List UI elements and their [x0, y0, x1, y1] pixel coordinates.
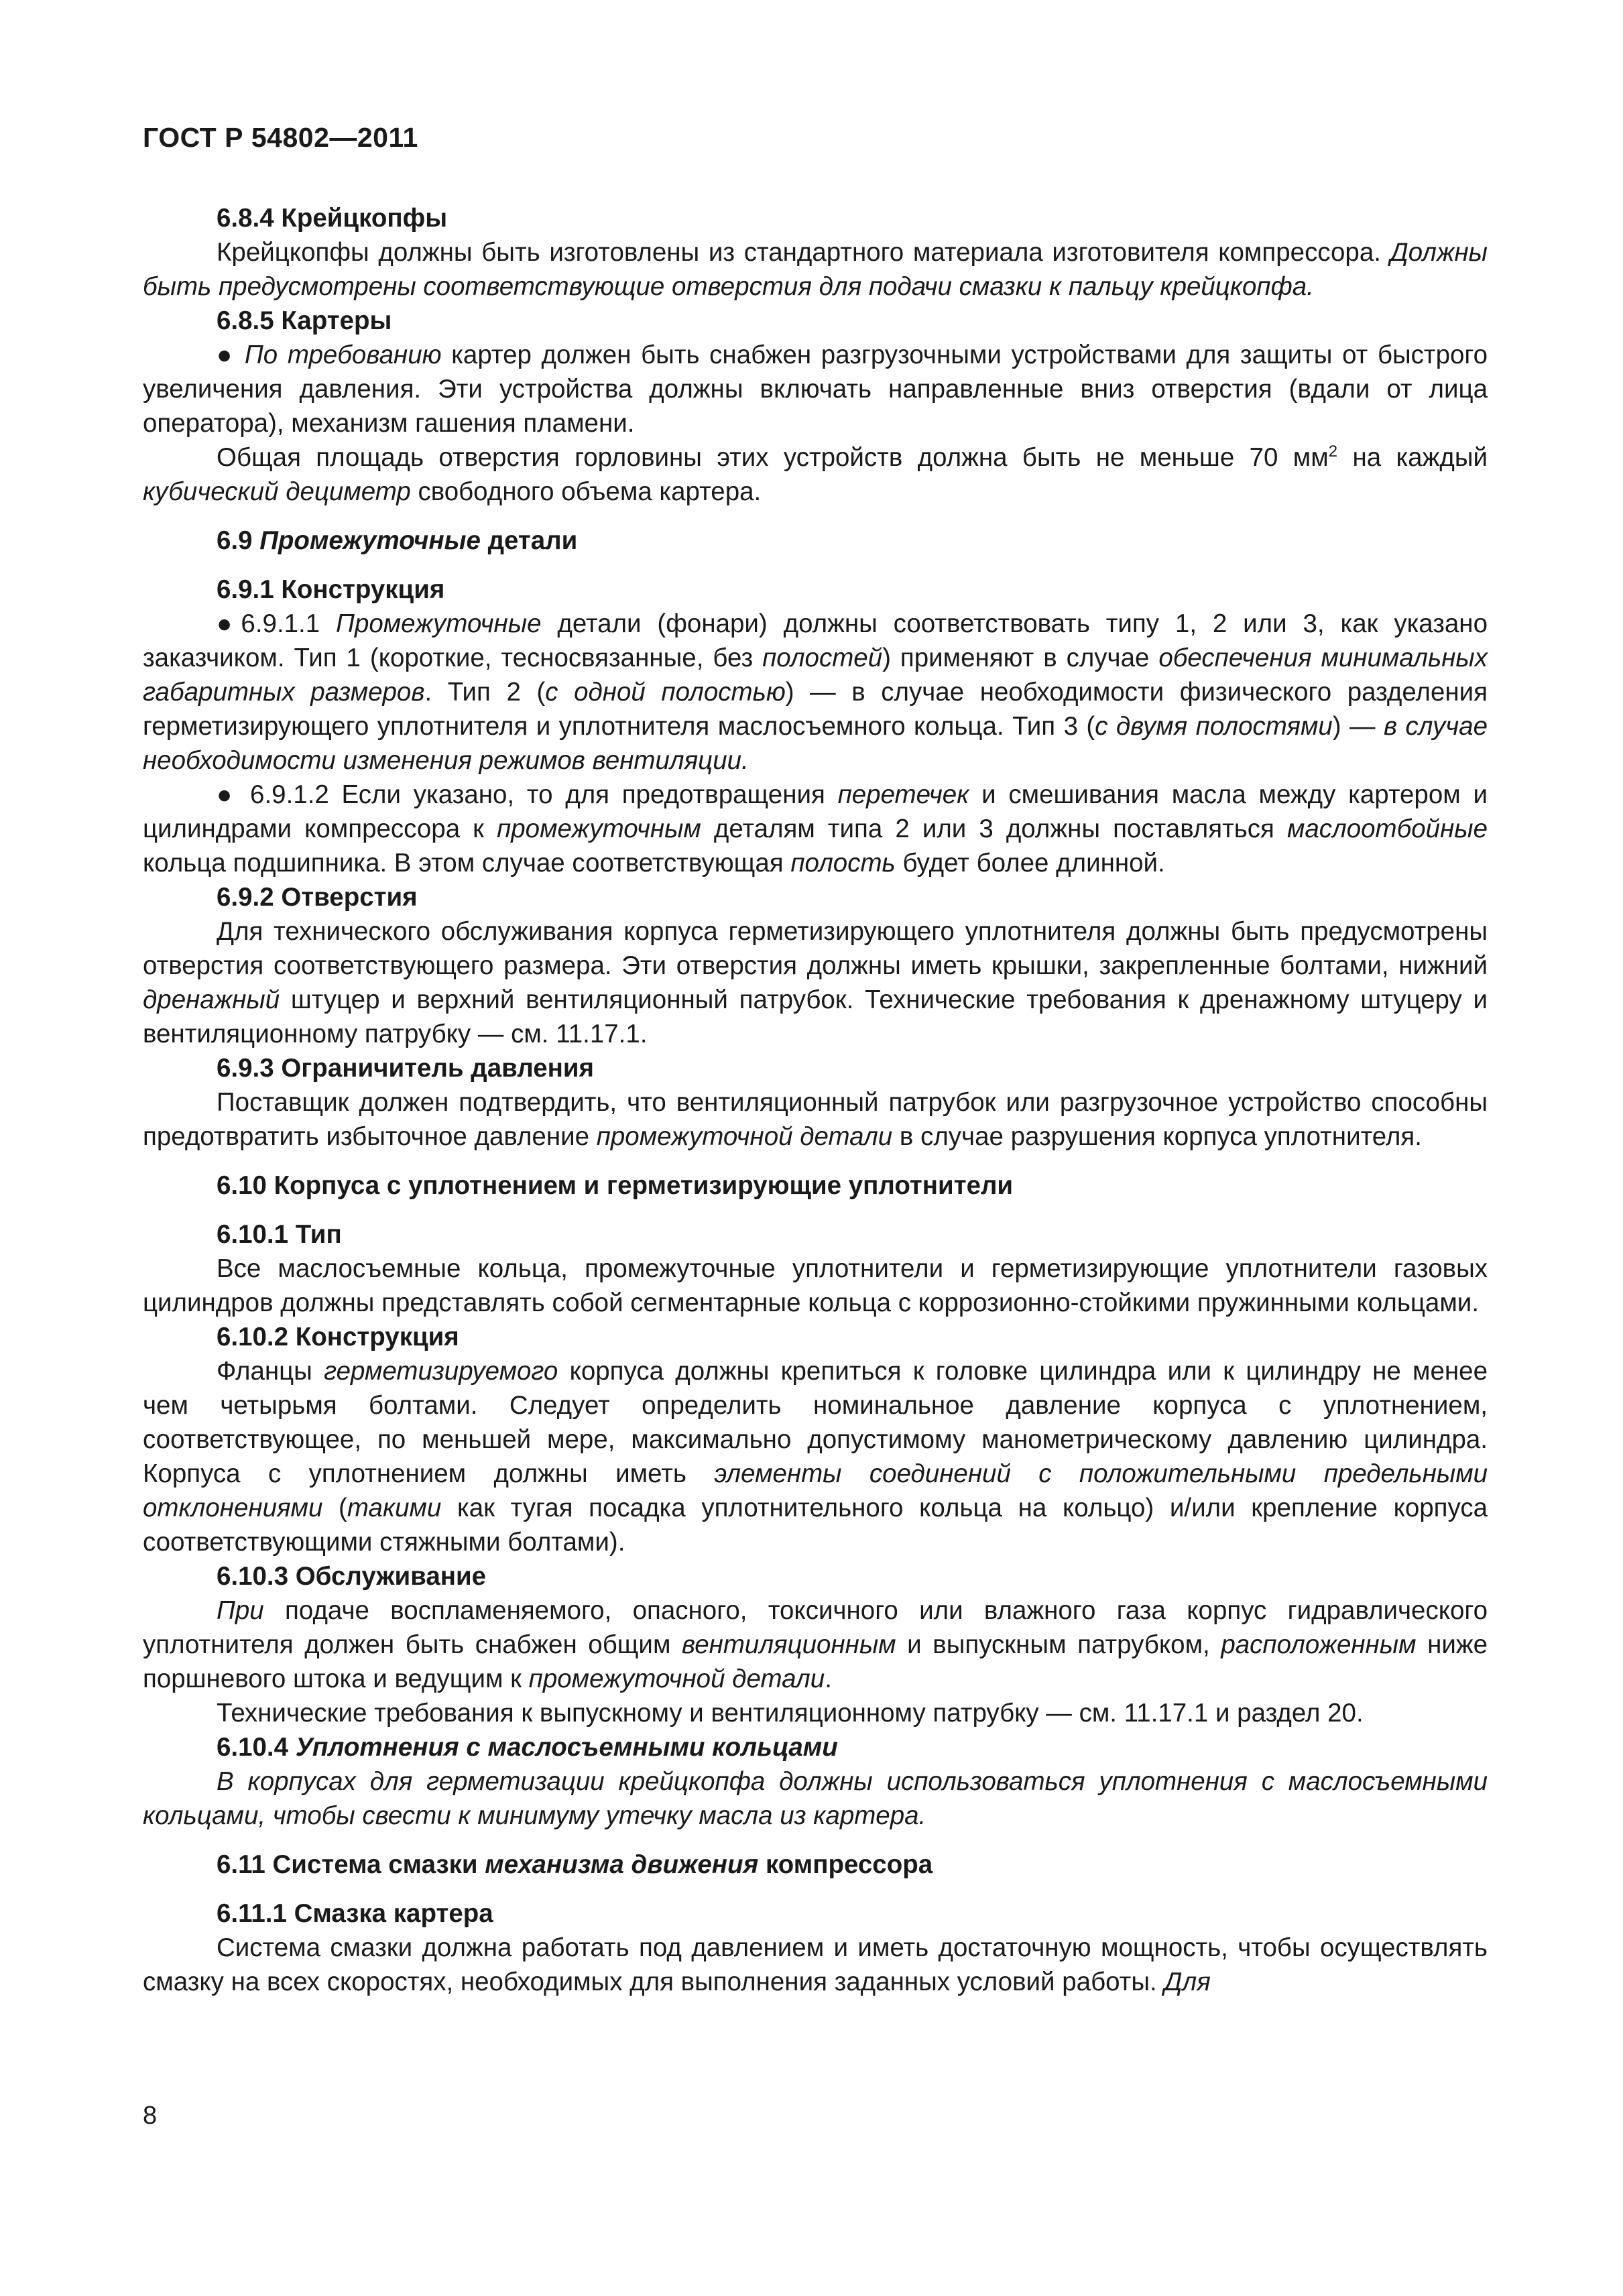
paragraph — [143, 1593, 1488, 1696]
text-run: ниже поршневого штока и ведущим к — [143, 1630, 1488, 1693]
text-run: 6.9 — [217, 526, 260, 555]
section-heading — [143, 1320, 1488, 1354]
text-run: Система смазки должна работать под давлением и иметь достаточную мощность, чтобы осуществлять смазку на всех скоростях, необходимых для выполнения заданных условий работы. — [143, 1933, 1488, 1996]
section-heading — [143, 304, 1488, 338]
paragraph — [143, 338, 1488, 440]
text-run: Крейцкопфы должны быть изготовлены из стандартного материала изготовителя компрессора. — [217, 238, 1390, 267]
italic-text: в случае необходимости изменения режимов вентиляции. — [143, 712, 1488, 775]
italic-text: Для — [1164, 1968, 1211, 1996]
section-heading — [143, 1730, 1488, 1764]
text-run: Все маслосъемные кольца, промежуточные уплотнители и герметизирующие уплотнители газовых цилиндров должны представлять собой сегментарные кольца с коррозионно-стойкими пружинными кольцами. — [143, 1254, 1488, 1317]
text-run: 6.8.5 Картеры — [217, 306, 392, 335]
section-heading — [143, 572, 1488, 607]
italic-text: По требованию — [244, 341, 442, 369]
paragraph — [143, 1085, 1488, 1154]
text-run: Общая площадь отверстия горловины этих устройств должна быть не меньше 70 мм — [217, 443, 1329, 472]
paragraph — [143, 607, 1488, 778]
text-run: 6.10.3 Обслуживание — [217, 1562, 487, 1591]
text-run: . Тип 2 ( — [424, 678, 546, 707]
paragraph — [143, 1931, 1488, 1999]
italic-text: промежуточным — [497, 814, 701, 843]
text-run: деталям типа 2 или 3 должны поставляться — [701, 814, 1287, 843]
italic-text: Промежуточные — [336, 609, 542, 638]
text-run: в случае разрушения корпуса уплотнителя. — [892, 1122, 1422, 1151]
italic-text: При — [217, 1596, 264, 1625]
text-run: и выпускным патрубком, — [896, 1630, 1221, 1659]
text-run: ●6.9.1.1 — [217, 609, 337, 638]
text-run: детали — [480, 526, 578, 555]
text-run: корпуса должны крепиться к головке цилиндра или к цилиндру не менее чем четырьмя болтами. Следует определить номинальное давление корпуса с уплотнением, соответствующее, по меньшей мере, максимально допустимому манометрическому давлению цилиндра. Корпуса с уплотнением должны иметь — [143, 1357, 1488, 1488]
section-heading — [143, 1217, 1488, 1252]
italic-text: вентиляционным — [682, 1630, 896, 1659]
section-heading — [143, 1168, 1488, 1203]
italic-text: дренажный — [143, 985, 280, 1014]
text-run: штуцер и верхний вентиляционный патрубок. Технические требования к дренажному штуцеру и вентиляционному патрубку — см. 11.17.1. — [143, 985, 1488, 1048]
italic-text: с двумя полостями — [1095, 712, 1333, 741]
text-run: как тугая посадка уплотнительного кольца на кольцо) и/или крепление корпуса соответствующими стяжными болтами). — [143, 1494, 1488, 1557]
italic-text: Уплотнения с маслосъемными кольцами — [295, 1733, 838, 1762]
text-run: ● — [217, 341, 245, 369]
italic-text: Должны быть предусмотрены соответствующие отверстия для подачи смазки к пальцу крейцкопфа. — [143, 238, 1488, 301]
text-run: кольца подшипника. В этом случае соответствующая — [143, 849, 791, 878]
section-heading — [143, 1559, 1488, 1593]
italic-text: полостей — [762, 644, 883, 672]
text-run: свободного объема картера. — [410, 477, 762, 506]
text-run: 6.10.1 Тип — [217, 1220, 342, 1249]
italic-text: промежуточной детали — [528, 1665, 825, 1693]
text-run: ) — — [1332, 712, 1384, 741]
text-run: подаче воспламеняемого, опасного, токсичного или влажного газа корпус гидравлического уплотнителя должен быть снабжен общим — [143, 1596, 1488, 1659]
text-run: картер должен быть снабжен разгрузочными устройствами для защиты от быстрого увеличения давления. Эти устройства должны включать направленные вниз отверстия (вдали от лица оператора), механизм гашения пламени. — [143, 341, 1488, 438]
paragraph — [143, 440, 1488, 509]
italic-text: обеспечения минимальных габаритных размеров — [143, 644, 1488, 707]
document-body — [143, 201, 1488, 1999]
text-run: компрессора — [758, 1850, 933, 1879]
text-run: Технические требования к выпускному и вентиляционному патрубку — см. 11.17.1 и раздел 20. — [217, 1699, 1364, 1728]
paragraph — [143, 1696, 1488, 1730]
paragraph — [143, 914, 1488, 1051]
italic-text: В корпусах для герметизации крейцкопфа должны использоваться уплотнения с маслосъемными кольцами, чтобы свести к минимуму утечку масла из картера. — [143, 1767, 1488, 1830]
italic-text: механизма движения — [485, 1850, 759, 1879]
section-heading — [143, 1051, 1488, 1085]
text-run: 6.10 Корпуса с уплотнением и герметизирующие уплотнители — [217, 1171, 1014, 1200]
italic-text: элементы соединений с положительными предельными отклонениями — [143, 1459, 1488, 1522]
text-run: 6.9.2 Отверстия — [217, 883, 418, 912]
section-heading — [143, 880, 1488, 914]
text-run: Для технического обслуживания корпуса герметизирующего уплотнителя должны быть предусмотрены отверстия соответствующего размера. Эти отверстия должны иметь крышки, закрепленные болтами, нижний — [143, 917, 1488, 980]
section-heading — [143, 1848, 1488, 1882]
paragraph — [143, 235, 1488, 304]
text-run: 6.9.1 Конструкция — [217, 575, 445, 604]
superscript: 2 — [1328, 442, 1338, 461]
page-number: 8 — [143, 2102, 158, 2130]
italic-text: герметизируемого — [324, 1357, 558, 1386]
section-heading — [143, 201, 1488, 235]
section-heading — [143, 524, 1488, 558]
italic-text: промежуточной детали — [596, 1122, 893, 1151]
paragraph — [143, 1764, 1488, 1833]
paragraph — [143, 778, 1488, 880]
text-run: . — [825, 1665, 832, 1693]
document-header: ГОСТ Р 54802—2011 — [143, 122, 418, 153]
italic-text: с одной полостью — [545, 678, 786, 707]
text-run: Поставщик должен подтвердить, что вентиляционный патрубок или разгрузочное устройство способны предотвратить избыточное давление — [143, 1088, 1488, 1151]
italic-text: Промежуточные — [259, 526, 481, 555]
italic-text: расположенным — [1221, 1630, 1417, 1659]
text-run: 6.10.4 — [217, 1733, 296, 1762]
text-run: на каждый — [1337, 443, 1488, 472]
italic-text: такими — [347, 1494, 442, 1522]
section-heading — [143, 1896, 1488, 1931]
text-run: ) — в случае необходимости физического разделения герметизирующего уплотнителя и уплотнителя маслосъемного кольца. Тип 3 ( — [143, 678, 1488, 741]
paragraph — [143, 1354, 1488, 1559]
text-run: ● 6.9.1.2 Если указано, то для предотвращения — [217, 780, 838, 809]
text-run: ( — [322, 1494, 347, 1522]
italic-text: полость — [790, 849, 896, 878]
text-run: 6.11.1 Смазка картера — [217, 1899, 493, 1928]
text-run: будет более длинной. — [895, 849, 1165, 878]
text-run: Фланцы — [217, 1357, 324, 1386]
paragraph — [143, 1252, 1488, 1320]
text-run: 6.9.3 Ограничитель давления — [217, 1054, 595, 1083]
text-run: ) применяют в случае — [882, 644, 1159, 672]
text-run: и смешивания масла между картером и цилиндрами компрессора к — [143, 780, 1488, 843]
text-run: детали (фонари) должны соответствовать типу 1, 2 или 3, как указано заказчиком. Тип 1 (короткие, тесносвязанные, без — [143, 609, 1488, 672]
italic-text: кубический дециметр — [143, 477, 411, 506]
text-run: 6.11 Система смазки — [217, 1850, 485, 1879]
text-run: 6.8.4 Крейцкопфы — [217, 204, 448, 233]
text-run: 6.10.2 Конструкция — [217, 1323, 459, 1351]
italic-text: маслоотбойные — [1286, 814, 1488, 843]
italic-text: перетечек — [837, 780, 969, 809]
